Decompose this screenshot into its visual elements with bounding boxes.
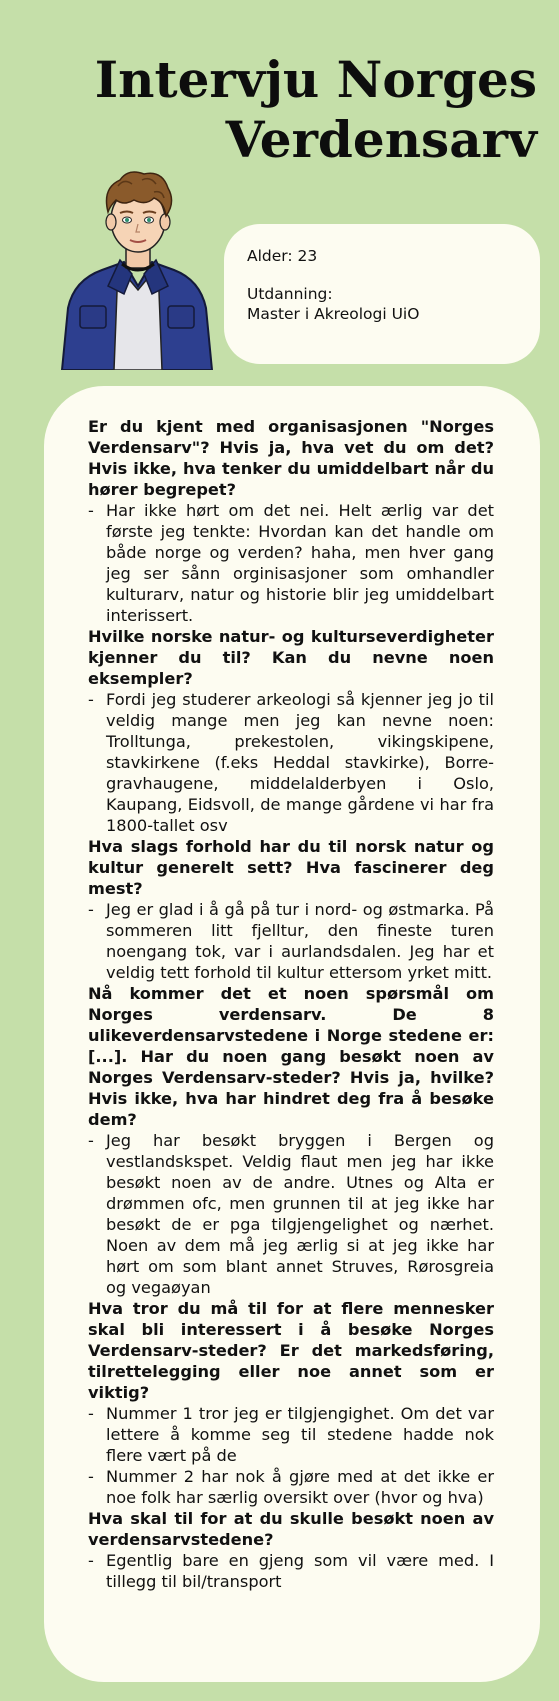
page-title-line-1: Intervju Norges xyxy=(94,50,537,109)
education-value: Master i Akreologi UiO xyxy=(247,305,420,323)
question-text: Hvilke norske natur- og kulturseverdigheter kjenner du til? Kan du nevne noen eksempler? xyxy=(88,627,494,688)
qa-block xyxy=(88,983,494,1298)
question-text: Hva skal til for at du skulle besøkt noen av verdensarvstedene? xyxy=(88,1509,494,1549)
answer-list xyxy=(88,689,494,836)
answer-item: - Fordi jeg studerer arkeologi så kjenner jeg jo til veldig mange men jeg kan nevne noen: Trolltunga, prekestolen, vikingskipene, stavkirkene (f.eks Heddal stavkirke), Borre-gravhaugene, middelalderbyen i Oslo, Kaupang, Eidsvoll, de mange gårdene vi har fra 1800-tallet osv xyxy=(88,690,494,835)
answer-text: Nummer 2 har nok å gjøre med at det ikke er noe folk har særlig oversikt over (hvor og hva) xyxy=(106,1467,494,1507)
question-text: Nå kommer det et noen spørsmål om Norges verdensarv. De 8 ulikeverdensarvstedene i Norge stedene er: [...]. Har du noen gang besøkt noen av Norges Verdensarv-steder? Hvis ja, hvilke? Hvis ikke, hva har hindret deg fra å besøke dem? xyxy=(88,984,494,1129)
answer-item: - Har ikke hørt om det nei. Helt ærlig var det første jeg tenkte: Hvordan kan det handle om både norge og verden? haha, men hver gang jeg ser sånn orginisasjoner som omhandler kulturarv, natur og historie blir jeg umiddelbart interissert. xyxy=(88,501,494,625)
age-text: Alder: 23 xyxy=(247,247,318,265)
answer-item: - Nummer 1 tror jeg er tilgjengighet. Om det var lettere å komme seg til stedene hadde nok flere vært på de xyxy=(88,1404,494,1465)
avatar-illustration xyxy=(58,168,216,370)
qa-block xyxy=(88,416,494,626)
answer-text: Nummer 1 tror jeg er tilgjengighet. Om det var lettere å komme seg til stedene hadde nok flere vært på de xyxy=(106,1404,494,1465)
question-text: Er du kjent med organisasjonen "Norges Verdensarv"? Hvis ja, hva vet du om det? Hvis ikke, hva tenker du umiddelbart når du hører begrepet? xyxy=(88,417,494,499)
qa-block xyxy=(88,626,494,836)
answer-item: - Egentlig bare en gjeng som vil være med. I tillegg til bil/transport xyxy=(88,1551,494,1591)
question-text: Hva slags forhold har du til norsk natur og kultur generelt sett? Hva fascinerer deg mest? xyxy=(88,837,494,898)
answer-list xyxy=(88,1403,494,1508)
page-title xyxy=(95,50,537,170)
answer-text: Fordi jeg studerer arkeologi så kjenner jeg jo til veldig mange men jeg kan nevne noen: Trolltunga, prekestolen, vikingskipene, stavkirkene (f.eks Heddal stavkirke), Borre-gravhaugene, middelalderbyen i Oslo, Kaupang, Eidsvoll, de mange gårdene vi har fra 1800-tallet osv xyxy=(106,690,494,835)
answer-list xyxy=(88,899,494,983)
answer-item: - Nummer 2 har nok å gjøre med at det ikke er noe folk har særlig oversikt over (hvor og hva) xyxy=(88,1467,494,1507)
qa-block xyxy=(88,1298,494,1508)
qa-block xyxy=(88,1508,494,1592)
answer-text: Jeg er glad i å gå på tur i nord- og østmarka. På sommeren litt fjelltur, den fineste turen noengang tok, var i aurlandsdalen. Jeg har et veldig tett forhold til kultur ettersom yrket mitt. xyxy=(106,900,494,982)
answer-text: Har ikke hørt om det nei. Helt ærlig var det første jeg tenkte: Hvordan kan det handle om både norge og verden? haha, men hver gang jeg ser sånn orginisasjoner som omhandler kulturarv, natur og historie blir jeg umiddelbart interissert. xyxy=(106,501,494,625)
profile-card xyxy=(224,224,540,364)
page-title-line-2: Verdensarv xyxy=(225,110,537,169)
answer-item: - Jeg har besøkt bryggen i Bergen og vestlandskspet. Veldig flaut men jeg har ikke besøkt noen av de andre. Utnes og Alta er drømmen ofc, men grunnen til at jeg ikke har besøkt de er pga tilgjengelighet og nærhet. Noen av dem må jeg ærlig si at jeg ikke har hørt om som blant annet Struves, Rørosgreia og vegaøyan xyxy=(88,1131,494,1297)
answer-text: Jeg har besøkt bryggen i Bergen og vestlandskspet. Veldig flaut men jeg har ikke besøkt noen av de andre. Utnes og Alta er drømmen ofc, men grunnen til at jeg ikke har besøkt de er pga tilgjengelighet og nærhet. Noen av dem må jeg ærlig si at jeg ikke har hørt om som blant annet Struves, Rørosgreia og vegaøyan xyxy=(106,1131,494,1297)
answer-item: - Jeg er glad i å gå på tur i nord- og østmarka. På sommeren litt fjelltur, den fineste turen noengang tok, var i aurlandsdalen. Jeg har et veldig tett forhold til kultur ettersom yrket mitt. xyxy=(88,900,494,982)
answer-text: Egentlig bare en gjeng som vil være med. I tillegg til bil/transport xyxy=(106,1551,494,1591)
question-text: Hva tror du må til for at flere mennesker skal bli interessert i å besøke Norges Verdensarv-steder? Er det markedsføring, tilrettelegging eller noe annet som er viktig? xyxy=(88,1299,494,1402)
interview-card xyxy=(44,386,540,1682)
education-label: Utdanning: xyxy=(247,285,333,303)
qa-block xyxy=(88,836,494,983)
answer-list xyxy=(88,1130,494,1298)
answer-list xyxy=(88,1550,494,1592)
answer-list xyxy=(88,500,494,626)
